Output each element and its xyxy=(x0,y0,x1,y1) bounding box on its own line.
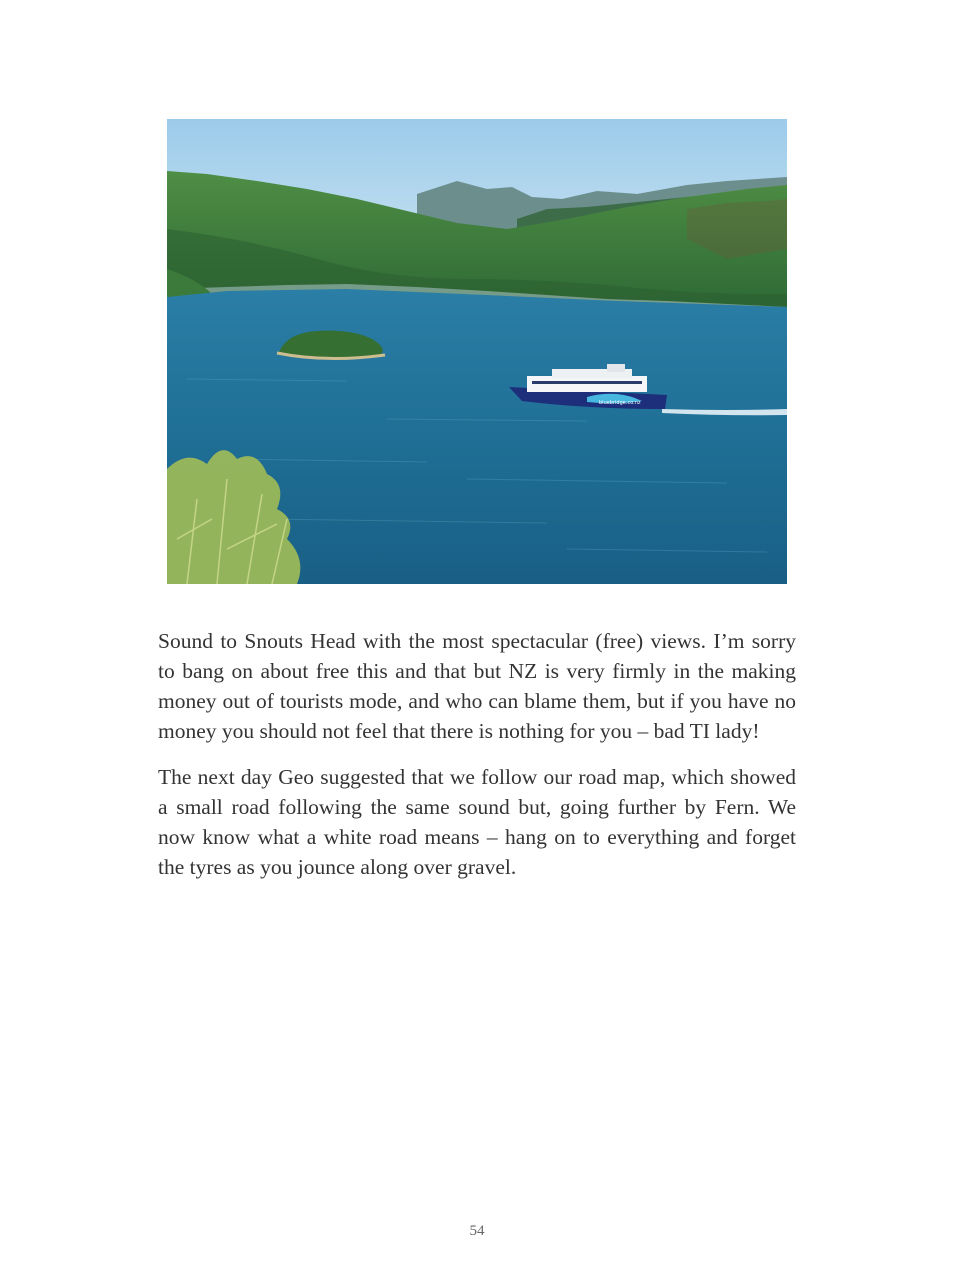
page-number: 54 xyxy=(469,1223,485,1239)
ferry-livery-text: bluebridge.co.nz xyxy=(599,400,641,406)
paragraph: The next day Geo suggested that we follow our road map, which showed a small road following the same sound but, going further by Fern. We now know what a white road means – hang on to everything and forget the tyres as you jounce along over gravel. xyxy=(158,765,796,879)
body-text xyxy=(158,626,796,898)
paragraph: Sound to Snouts Head with the most spectacular (free) views. I’m sorry to bang on about free this and that but NZ is very firmly in the making money out of tourists mode, and who can blame them, but if you have no money you should not feel that there is nothing for you – bad TI lady! xyxy=(158,629,796,743)
ferry-photo xyxy=(167,119,787,584)
